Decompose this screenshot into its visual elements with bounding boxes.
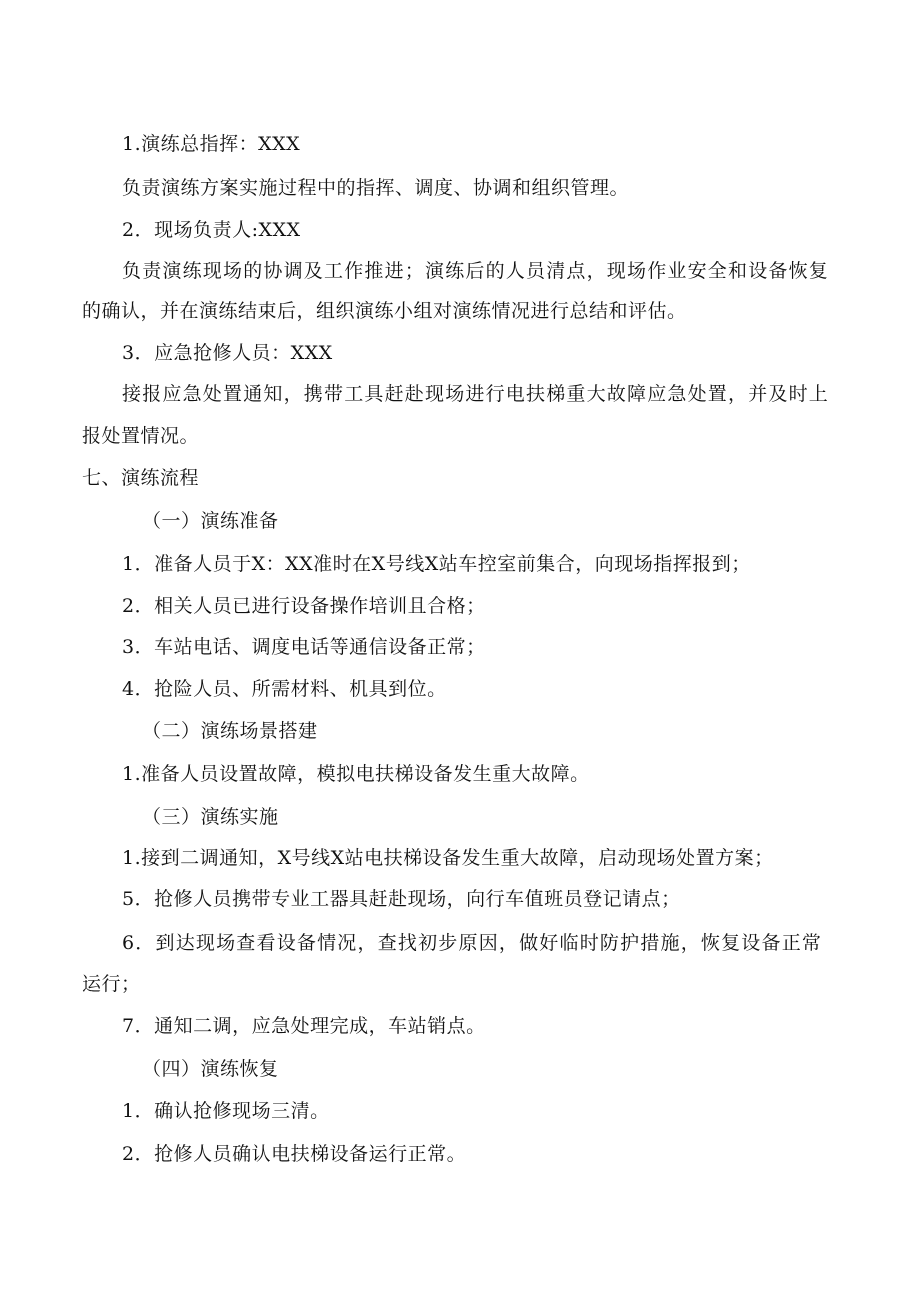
role-site-lead-heading: 2．现场负责人:XXX (122, 219, 301, 241)
subsection-exec-heading: （三）演练实施 (142, 806, 279, 828)
role-commander-desc: 负责演练方案实施过程中的指挥、调度、协调和组织管理。 (122, 177, 630, 199)
prep-item-3: 3．车站电话、调度电话等通信设备正常； (122, 636, 486, 658)
exec-item-7: 7．通知二调，应急处理完成，车站销点。 (122, 1015, 486, 1037)
recovery-item-2: 2．抢修人员确认电扶梯设备运行正常。 (122, 1143, 467, 1165)
subsection-scene-heading: （二）演练场景搭建 (142, 720, 318, 742)
prep-item-2: 2．相关人员已进行设备操作培训且合格； (122, 595, 486, 617)
subsection-prep-heading: （一）演练准备 (142, 510, 279, 532)
exec-item-6-line1: 6．到达现场查看设备情况，查找初步原因，做好临时防护措施，恢复设备正常 (122, 932, 823, 954)
prep-item-4: 4．抢险人员、所需材料、机具到位。 (122, 678, 447, 700)
recovery-item-1: 1．确认抢修现场三清。 (122, 1100, 330, 1122)
subsection-recovery-heading: （四）演练恢复 (142, 1058, 279, 1080)
exec-item-1: 1.接到二调通知，X号线X站电扶梯设备发生重大故障，启动现场处置方案； (122, 847, 774, 869)
role-site-lead-desc-line1: 负责演练现场的协调及工作推进；演练后的人员清点，现场作业安全和设备恢复 (122, 260, 830, 282)
role-site-lead-desc-line2: 的确认，并在演练结束后，组织演练小组对演练情况进行总结和评估。 (82, 300, 687, 322)
role-commander-heading: 1.演练总指挥：XXX (122, 133, 301, 155)
role-repair-desc-line2: 报处置情况。 (82, 425, 200, 447)
scene-item-1: 1.准备人员设置故障，模拟电扶梯设备发生重大故障。 (122, 763, 590, 785)
exec-item-5: 5．抢修人员携带专业工器具赶赴现场，向行车值班员登记请点； (122, 888, 681, 910)
section-seven-heading: 七、演练流程 (82, 467, 200, 489)
role-repair-heading: 3．应急抢修人员：XXX (122, 342, 333, 364)
prep-item-1: 1．准备人员于X：XX准时在X号线X站车控室前集合，向现场指挥报到； (122, 553, 751, 575)
role-repair-desc-line1: 接报应急处置通知，携带工具赶赴现场进行电扶梯重大故障应急处置，并及时上 (122, 383, 830, 405)
exec-item-6-line2: 运行； (82, 973, 141, 995)
